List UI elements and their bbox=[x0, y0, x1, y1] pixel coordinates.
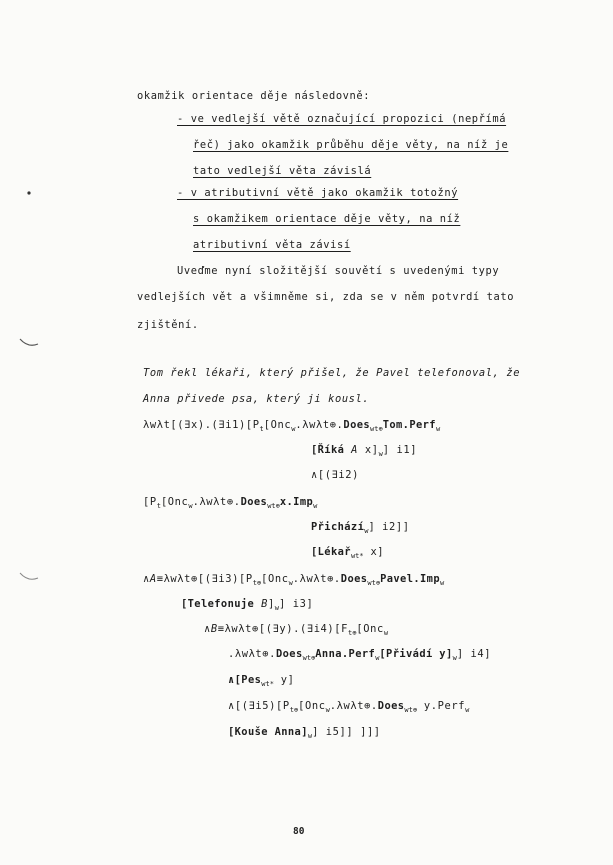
bullet1-line3: tato vedlejší věta závislá bbox=[193, 165, 372, 177]
intro-line: okamžik orientace děje následovně: bbox=[137, 90, 371, 102]
formula-line12: $\wedge[(\exists i5)[P_{t\oplus}[Onc_w.\lambda w\lambda t\oplus.Does_{wt\oplus}$ y.Perf$_w$ bbox=[228, 700, 470, 714]
body-line1: Uveďme nyní složitější souvětí s uvedenými typy bbox=[177, 265, 500, 277]
example-line2: Anna přivede psa, který ji kousl. bbox=[143, 393, 370, 405]
formula-line1: $\lambda w\lambda t[(\exists x).(\exists i1)[P_t[Onc_w.\lambda w\lambda t\oplus.Does_{wt\oplus}Tom.Perf_w$ bbox=[143, 419, 441, 433]
formula-line11: ∧[Pes$_{wt*}$ y] bbox=[228, 674, 295, 688]
formula-line8: [Telefonuje $B]_w$] i3] bbox=[181, 598, 314, 612]
formula-line9: $\wedge B\equiv\lambda w\lambda t\oplus[(\exists y).(\exists i4)[F_{t\oplus}[Onc_w$ bbox=[204, 623, 389, 637]
formula-line10: .λwλt⊕.Does$_{wt\oplus}$Anna.Perf$_w$[Přivádí $y]_w$] i4] bbox=[228, 648, 492, 662]
formula-line3: ∧[(∃i2) bbox=[311, 469, 359, 481]
example-line1: Tom řekl lékaři, který přišel, že Pavel telefonoval, že bbox=[143, 367, 521, 379]
bullet1-line1: - ve vedlejší větě označující propozici (nepřímá bbox=[177, 113, 507, 125]
body-line2: vedlejších vět a všimněme si, zda se v něm potvrdí tato bbox=[137, 291, 515, 303]
bullet2-line1: - v atributivní větě jako okamžik totožný bbox=[177, 187, 459, 199]
formula-line2: [Říká A $x]_w$] i1] bbox=[311, 444, 418, 458]
formula-line5: Přichází$_w$] i2]] bbox=[311, 521, 410, 535]
bullet1-line2: řeč) jako okamžik průběhu děje věty, na níž je bbox=[193, 139, 509, 151]
binder-mark-top bbox=[26, 190, 32, 196]
formula-line13: [Kouše $Anna]_w$] i5]] ]]] bbox=[228, 726, 381, 740]
formula-line7: $\wedge A\equiv\lambda w\lambda t\oplus[(\exists i3)[P_{t\oplus}[Onc_w.\lambda w\lambda t\oplus.Does_{wt\oplus}Pavel.Imp_w$ bbox=[143, 573, 445, 587]
bullet2-line2: s okamžikem orientace děje věty, na níž bbox=[193, 213, 461, 225]
formula-line6: [Lékař$_{wt*}$ x] bbox=[311, 546, 385, 560]
binder-mark-bottom bbox=[18, 570, 40, 584]
body-line3: zjištění. bbox=[137, 319, 199, 331]
bullet2-line3: atributivní věta závisí bbox=[193, 239, 351, 251]
formula-line4: [$P_t[Onc_w.\lambda w\lambda t\oplus.Does_{wt\oplus}x.Imp_w$ bbox=[143, 496, 318, 510]
binder-mark-middle bbox=[18, 336, 40, 350]
page-number: 80 bbox=[293, 826, 305, 837]
